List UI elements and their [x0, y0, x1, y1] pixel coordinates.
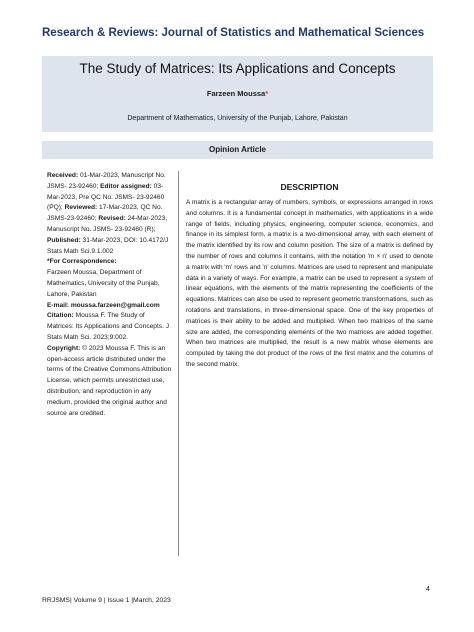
description-heading: DESCRIPTION — [280, 182, 339, 192]
article-info-sidebar — [47, 171, 173, 419]
article-type: Opinion Article — [42, 141, 433, 159]
citation-text: Moussa F. The Study of Matrices: Its Applications and Concepts. J Stats Math Sci. 2023;9:002. — [47, 312, 170, 341]
correspondence-text: Farzeen Moussa, Department of Mathematics, University of the Punjab, Lahore, Pakistan — [47, 269, 160, 298]
copyright-label: Copyright: — [47, 344, 81, 352]
column-divider — [178, 171, 179, 556]
citation-label: Citation: — [47, 312, 74, 320]
revised-text: 24-Mar-2023, Manuscript No. JSMS- 23-92460 (R); — [47, 215, 168, 233]
published-text: 31-Mar-2023, DOI: 10.4172/J Stats Math Sci.9.1.002 — [47, 236, 169, 255]
author-line — [42, 89, 433, 98]
editor-label: Editor assigned: — [100, 182, 152, 190]
reviewed-label: Reviewed: — [64, 204, 98, 212]
copyright-text: © 2023 Moussa F. This is an open-access article distributed under the terms of the Creative Commons Attribution License, which permits unrestricted use, distribution, and reproduction in any medium, provided the original author and source are credited. — [47, 344, 172, 417]
affiliation: Department of Mathematics, University of the Punjab, Lahore, Pakistan — [127, 115, 348, 122]
copyright-block — [47, 344, 173, 420]
page-number: 4 — [426, 586, 430, 593]
title-box — [42, 56, 433, 132]
editor-text: 03-Mar-2023, Pre QC No. JSMS- 23-92460 (PQ); — [47, 182, 165, 212]
citation-block — [47, 311, 173, 343]
author-mark: * — [265, 89, 269, 98]
correspondence-label: *For Correspondence: — [47, 258, 117, 266]
revised-label: Revised: — [98, 215, 126, 223]
author-name: Farzeen Moussa — [206, 89, 266, 98]
reviewed-text: 17-Mar-2023, QC No. JSMS-23-92460; — [47, 204, 163, 223]
article-title: The Study of Matrices: Its Applications and Concepts — [79, 61, 396, 76]
received-label: Received: — [47, 172, 79, 179]
email-line — [47, 301, 173, 312]
received-text: 01-Mar-2023, Manuscript No. JSMS- 23-92460; — [47, 172, 166, 190]
history-block — [47, 171, 173, 257]
journal-name: Research & Reviews: Journal of Statistics and Mathematical Sciences — [42, 27, 425, 39]
correspondence-heading — [47, 257, 173, 268]
email-label: E-mail: moussa.farzeen@gmail.com — [47, 301, 160, 309]
footer-citation: RRJSMS| Volume 9 | Issue 1 |March, 2023 — [42, 597, 171, 604]
published-label: Published: — [47, 236, 81, 244]
description-body: A matrix is a rectangular array of numbers, symbols, or expressions arranged in rows and columns. It is a fundamental concept in mathematics, with applications in a wide range of fields, including physics, engineering, computer science, economics, and finance in its simplest form, a matrix is a two-dimensional array, with each element of the matrix identified by its row and column position. The size of a matrix is defined by the number of rows and columns it contains, with the notation 'm × n' used to denote a matrix with 'm' rows and 'n' columns. Matrices are used to represent and manipulate data in a variety of ways. For example, a matrix can be used to represent a system of linear equations, with the elements of the matrix representing the coefficients of the equations. Matrices can also be used to represent geometric transformations, such as rotations and translations, in three-dimensional space. One of the key properties of matrices is their ability to be added and multiplied. When two matrices of the same size are added, the corresponding elements of the two matrices are added together. When two matrices are multiplied, the result is a new matrix whose elements are computed by taking the dot product of the rows of the first matrix and the columns of the second matrix. — [186, 199, 433, 368]
